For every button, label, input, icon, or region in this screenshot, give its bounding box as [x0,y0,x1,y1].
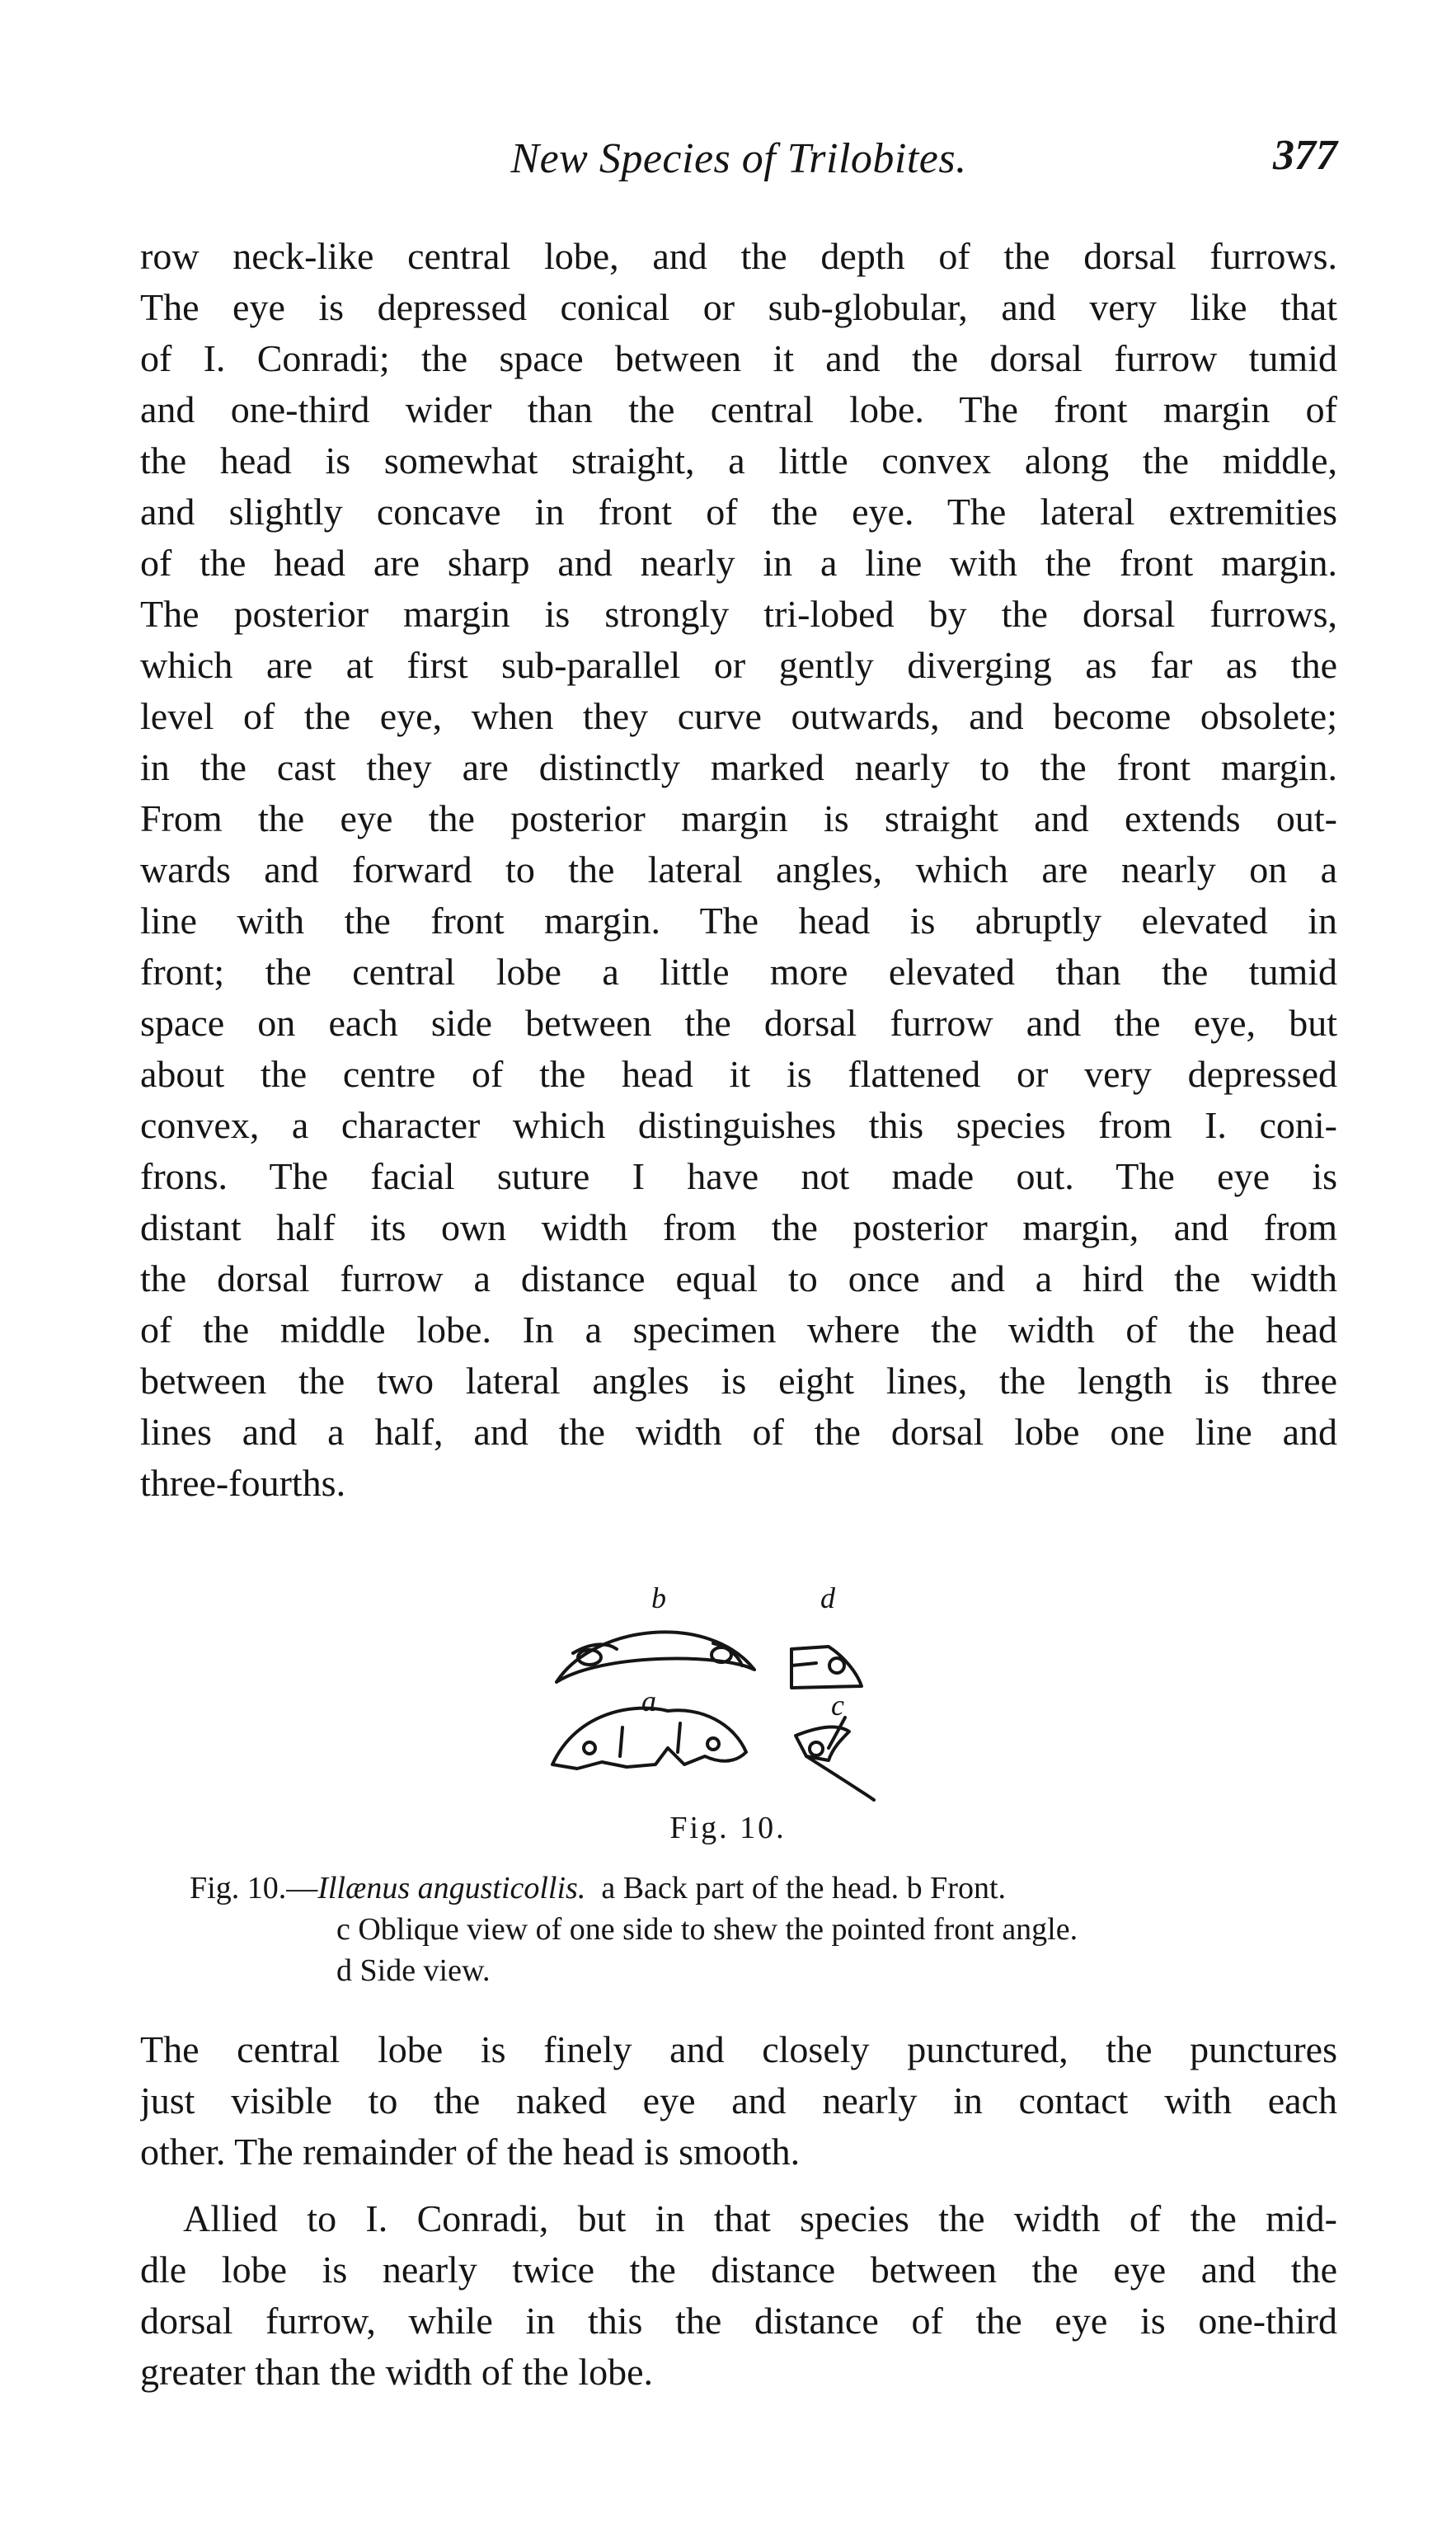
back-view-eye-left [584,1742,595,1754]
text-line: line with the front margin. The head is abruptly elevated in [140,900,1337,942]
figure-label-c: c [831,1689,844,1722]
side-view-margin [791,1663,816,1666]
text-line: other. The remainder of the head is smooth. [140,2131,801,2173]
text-line: the dorsal furrow a distance equal to once and a hird the width [140,1257,1337,1299]
figure-label-a: a [641,1685,656,1717]
text-line: in the cast they are distinctly marked nearly to the front margin. [140,746,1337,788]
caption-line-1-rest: a Back part of the head. b Front. [601,1871,1007,1905]
caption-line-2: c Oblique view of one side to shew the pointed front angle. [336,1912,1078,1947]
text-line: the head is somewhat straight, a little convex along the middle, [140,439,1337,482]
running-title: New Species of Trilobites. [510,135,967,182]
text-line: frons. The facial suture I have not made out. The eye is [140,1155,1337,1197]
figure-trilobite-head [544,1587,940,1826]
text-line: lines and a half, and the width of the dorsal lobe one line and [140,1411,1337,1453]
trilobite-illustration [544,1587,940,1826]
text-line: and one-third wider than the central lobe. The front margin of [140,388,1337,430]
figure-label-b: b [651,1587,666,1614]
paragraph-3 [140,2193,1337,2398]
paragraph-2 [140,2024,1337,2178]
text-line: of the middle lobe. In a specimen where the width of the head [140,1309,1337,1351]
text-line: level of the eye, when they curve outwards, and become obsolete; [140,695,1337,737]
oblique-view-eye [810,1742,823,1755]
back-view-eye-right [707,1738,719,1750]
text-line: front; the central lobe a little more elevated than the tumid [140,951,1337,993]
caption-line-3: d Side view. [336,1953,491,1988]
caption-species: Illænus angusticollis. [317,1871,586,1905]
text-line: about the centre of the head it is flattened or very depressed [140,1053,1337,1095]
text-line: convex, a character which distinguishes this species from I. coni- [140,1104,1337,1146]
text-line: just visible to the naked eye and nearly in contact with each [140,2079,1337,2122]
text-line: of the head are sharp and nearly in a line with the front margin. [140,542,1337,584]
back-view-furrow-left [620,1727,622,1756]
side-view-eye [829,1658,844,1673]
text-line: distant half its own width from the posterior margin, and from [140,1206,1337,1248]
text-line: three-fourths. [140,1462,346,1504]
front-view-outline [557,1632,754,1682]
running-head [140,128,1337,186]
back-view-furrow-right [678,1723,680,1752]
side-view-outline [791,1647,862,1688]
text-line: dle lobe is nearly twice the distance between the eye and the [140,2248,1337,2291]
paragraph-1 [140,231,1337,1509]
oblique-view-pointed-angle [806,1756,874,1800]
caption-number: Fig. 10.— [190,1871,318,1905]
figure-label-d: d [820,1587,835,1614]
text-line: The eye is depressed conical or sub-globular, and very like that [140,286,1337,328]
text-line: Allied to I. Conradi, but in that species the width of the mid- [183,2197,1337,2239]
caption-line-1 [190,1868,1303,1909]
figure-caption [190,1868,1303,1991]
text-line: and slightly concave in front of the eye. The lateral extremities [140,491,1337,533]
text-line: dorsal furrow, while in this the distance of the eye is one-third [140,2300,1337,2342]
text-line: space on each side between the dorsal furrow and the eye, but [140,1002,1337,1044]
text-line: between the two lateral angles is eight lines, the length is three [140,1360,1337,1402]
text-line: wards and forward to the lateral angles, which are nearly on a [140,848,1337,890]
text-line: of I. Conradi; the space between it and the dorsal furrow tumid [140,337,1337,379]
text-line: The posterior margin is strongly tri-lobed by the dorsal furrows, [140,593,1337,635]
text-line: From the eye the posterior margin is straight and extends out- [140,797,1337,839]
text-line: greater than the width of the lobe. [140,2351,654,2393]
figure-title: Fig. 10. [669,1811,787,1845]
text-line: which are at first sub-parallel or gently diverging as far as the [140,644,1337,686]
text-line: The central lobe is finely and closely punctured, the punctures [140,2028,1337,2070]
page-number: 377 [1273,132,1337,179]
text-line: row neck-like central lobe, and the depth of the dorsal furrows. [140,235,1337,277]
